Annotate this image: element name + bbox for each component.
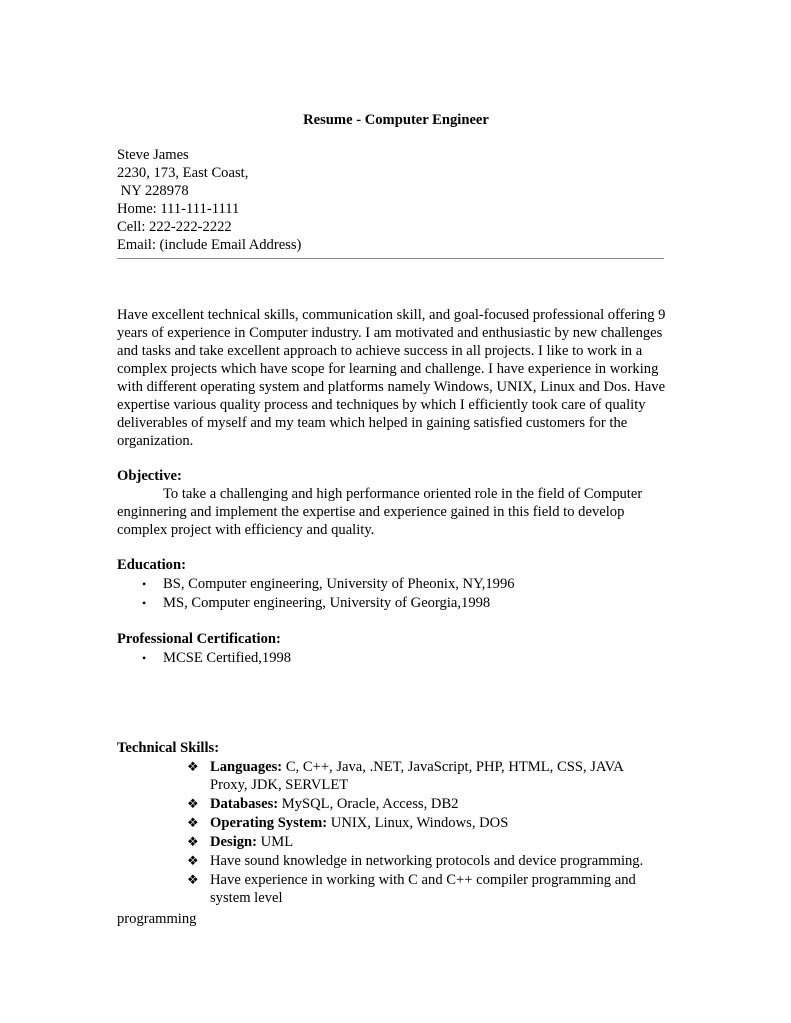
bullet-icon: • (142, 577, 147, 591)
skill-text: C, C++, Java, .NET, JavaScript, PHP, HTML, CSS, JAVA Proxy, JDK, SERVLET (210, 759, 623, 793)
objective-heading: Objective: (117, 468, 182, 484)
skill-text: MySQL, Oracle, Access, DB2 (278, 796, 459, 812)
list-item (117, 795, 660, 813)
diamond-bullet-icon: ❖ (187, 796, 199, 811)
list-item (117, 758, 660, 794)
contact-home-phone: Home: 111-111-1111 (117, 201, 240, 217)
list-item (117, 575, 677, 594)
technical-skills-section (117, 739, 677, 907)
contact-email: Email: (include Email Address) (117, 237, 302, 253)
skill-text: UNIX, Linux, Windows, DOS (327, 815, 509, 831)
list-item (117, 649, 677, 668)
list-item (117, 852, 660, 870)
list-item (117, 814, 660, 832)
contact-name: Steve James (117, 147, 189, 163)
certification-heading: Professional Certification: (117, 631, 281, 647)
resume-page (117, 111, 677, 908)
skill-text: Have sound knowledge in networking protocols and device programming. (210, 853, 644, 869)
summary-paragraph: Have excellent technical skills, communication skill, and goal-focused professional offering 9 years of experience in Computer industry. I am motivated and enthusiastic by new challenges and tasks and take excellent approach to achieve success in all projects. I like to work in a complex projects which have scope for learning and challenge. I have experience in working with different operating system and platforms namely Windows, UNIX, Linux and Dos. Have expertise various quality process and techniques by which I efficiently took care of quality deliverables of myself and my team which helped in gaining satisfied customers for the organization. (117, 307, 666, 449)
diamond-bullet-icon: ❖ (187, 872, 199, 887)
skill-label: Languages: (210, 759, 283, 775)
certification-section (117, 630, 677, 668)
diamond-bullet-icon: ❖ (187, 834, 199, 849)
skill-label: Design: (210, 834, 258, 850)
education-list (117, 575, 677, 613)
list-item (117, 594, 677, 613)
page-title: Resume - Computer Engineer (303, 112, 489, 128)
skills-list (117, 758, 677, 907)
bullet-icon: • (142, 651, 147, 665)
list-item (117, 833, 660, 851)
list-item (117, 871, 660, 907)
objective-text: To take a challenging and high performance oriented role in the field of Computer enginnering and implement the expertise and experience gained in this field to develop complex project with efficiency and quality. (117, 486, 643, 538)
skill-text: Have experience in working with C and C++ compiler programming and system level (210, 872, 636, 906)
bullet-icon: • (142, 596, 147, 610)
certification-item-text: MCSE Certified,1998 (163, 650, 292, 666)
education-section (117, 556, 677, 613)
contact-address-line2: NY 228978 (117, 183, 189, 199)
certification-list (117, 649, 677, 668)
diamond-bullet-icon: ❖ (187, 853, 199, 868)
skills-heading: Technical Skills: (117, 740, 220, 756)
diamond-bullet-icon: ❖ (187, 759, 199, 774)
contact-cell-phone: Cell: 222-222-2222 (117, 219, 232, 235)
diamond-bullet-icon: ❖ (187, 815, 199, 830)
trailing-text: programming (117, 911, 197, 927)
education-item-text: MS, Computer engineering, University of Georgia,1998 (163, 595, 491, 611)
skill-text: UML (257, 834, 294, 850)
horizontal-rule (117, 254, 677, 272)
education-item-text: BS, Computer engineering, University of Pheonix, NY,1996 (163, 576, 515, 592)
contact-address-line1: 2230, 173, East Coast, (117, 165, 249, 181)
contact-block (117, 146, 677, 272)
skill-label: Operating System: (210, 815, 328, 831)
objective-section (117, 467, 677, 539)
skill-label: Databases: (210, 796, 279, 812)
education-heading: Education: (117, 557, 186, 573)
